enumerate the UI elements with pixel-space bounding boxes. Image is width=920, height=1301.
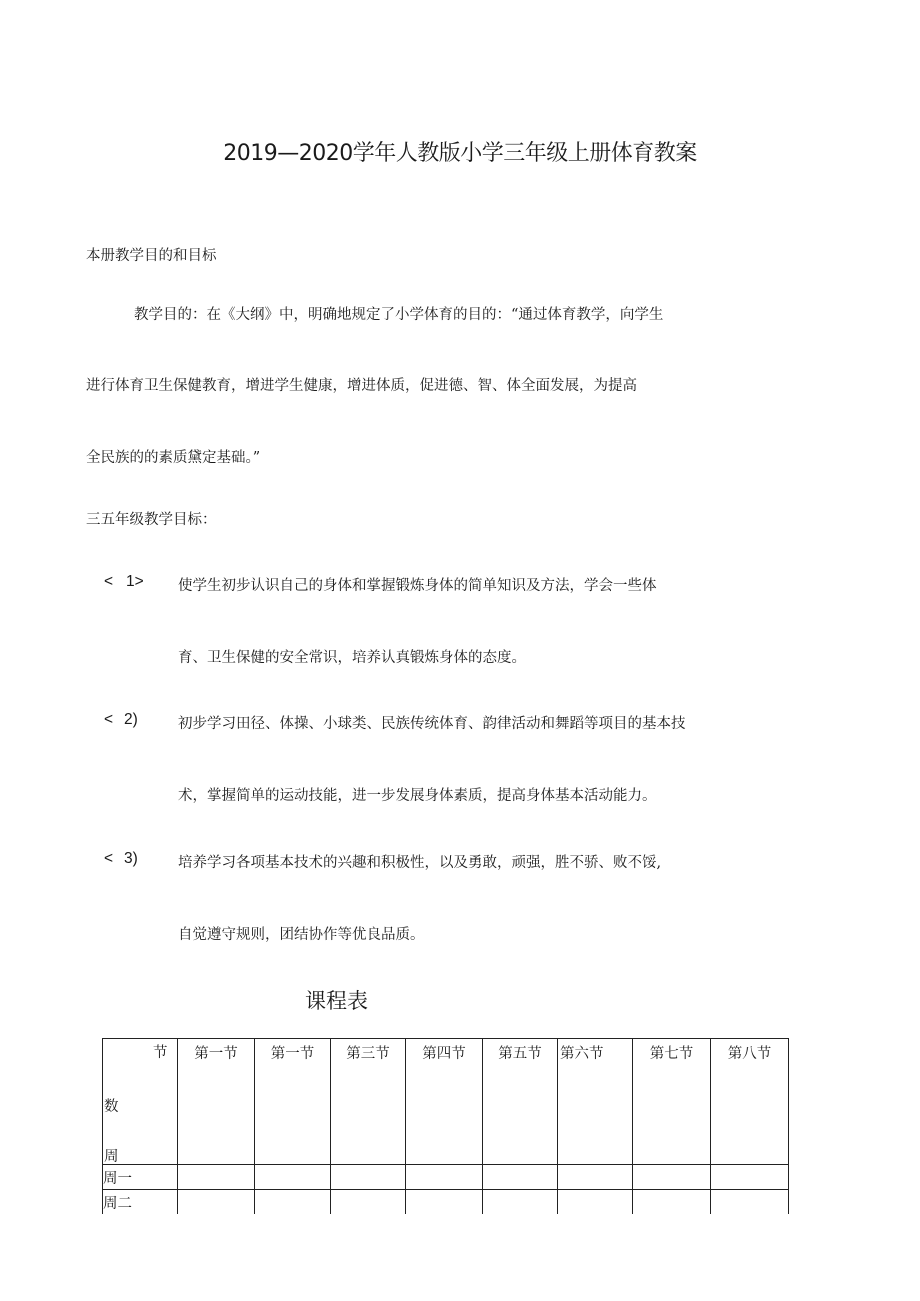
column-header: 第一节: [255, 1039, 331, 1165]
purpose-line-1: 教学目的：在《大纲》中，明确地规定了小学体育的目的：“通过体育教学，向学生: [134, 307, 664, 323]
row-header: 周一: [103, 1165, 178, 1190]
timetable-cell: [331, 1165, 406, 1190]
timetable-cell: [255, 1190, 331, 1215]
timetable-cell: [711, 1190, 789, 1215]
timetable-grid: [102, 1038, 789, 1214]
row-header: 周二: [103, 1190, 178, 1215]
timetable-cell: [255, 1165, 331, 1190]
goal-2-marker-num: 2): [124, 711, 138, 728]
timetable-corner-cell: [103, 1039, 178, 1165]
goal-1-marker-num: 1>: [126, 573, 144, 590]
goal-2-marker-open: <: [104, 711, 114, 728]
purpose-line-2: 进行体育卫生保健教育，增进学生健康，增进体质，促进德、智、体全面发展，为提高: [86, 378, 637, 394]
timetable-row: [103, 1190, 789, 1215]
timetable-header-row: [103, 1039, 789, 1165]
corner-label-count: 数: [104, 1099, 119, 1115]
purpose-line-3: 全民族的的素质黛定基础。”: [86, 450, 261, 466]
timetable-cell: [483, 1165, 558, 1190]
column-header: 第一节: [178, 1039, 255, 1165]
timetable-cell: [178, 1190, 255, 1215]
timetable-cell: [331, 1190, 406, 1215]
column-header: 第四节: [406, 1039, 483, 1165]
goal-2-line-1: 初步学习田径、体操、小球类、民族传统体育、韵律活动和舞蹈等项目的基本技: [178, 716, 686, 732]
timetable-cell: [406, 1190, 483, 1215]
timetable-cell: [178, 1165, 255, 1190]
goal-3-marker-num: 3): [124, 850, 138, 867]
goal-1-marker-open: <: [104, 573, 114, 590]
timetable-cell: [633, 1190, 711, 1215]
goals-heading: 三五年级教学目标：: [86, 512, 217, 528]
timetable-cell: [633, 1165, 711, 1190]
timetable-title: 课程表: [305, 989, 368, 1013]
column-header: 第八节: [711, 1039, 789, 1165]
corner-label-section: 节: [153, 1045, 168, 1061]
column-header: 第三节: [331, 1039, 406, 1165]
goal-2-line-2: 术，掌握简单的运动技能，进一步发展身体素质，提高身体基本活动能力。: [178, 788, 657, 804]
goal-1-line-2: 育、卫生保健的安全常识，培养认真锻炼身体的态度。: [178, 650, 526, 666]
goal-3-marker-open: <: [104, 850, 114, 867]
goal-3-line-1: 培养学习各项基本技术的兴趣和积极性，以及勇敢，顽强，胜不骄、败不馁,: [178, 855, 662, 871]
timetable-cell: [711, 1165, 789, 1190]
section-heading: 本册教学目的和目标: [86, 248, 217, 264]
timetable-cell: [406, 1165, 483, 1190]
timetable-row: [103, 1165, 789, 1190]
column-header: 第七节: [633, 1039, 711, 1165]
timetable-cell: [483, 1190, 558, 1215]
goal-3-line-2: 自觉遵守规则，团结协作等优良品质。: [178, 927, 425, 943]
document-title: 2019—2020学年人教版小学三年级上册体育教案: [223, 141, 697, 166]
column-header: 第五节: [483, 1039, 558, 1165]
timetable-cell: [558, 1165, 633, 1190]
timetable: [102, 1038, 788, 1218]
goal-1-line-1: 使学生初步认识自己的身体和掌握锻炼身体的简单知识及方法，学会一些体: [178, 578, 657, 594]
timetable-cell: [558, 1190, 633, 1215]
corner-label-week: 周: [104, 1149, 119, 1165]
column-header: 第六节: [558, 1039, 633, 1165]
